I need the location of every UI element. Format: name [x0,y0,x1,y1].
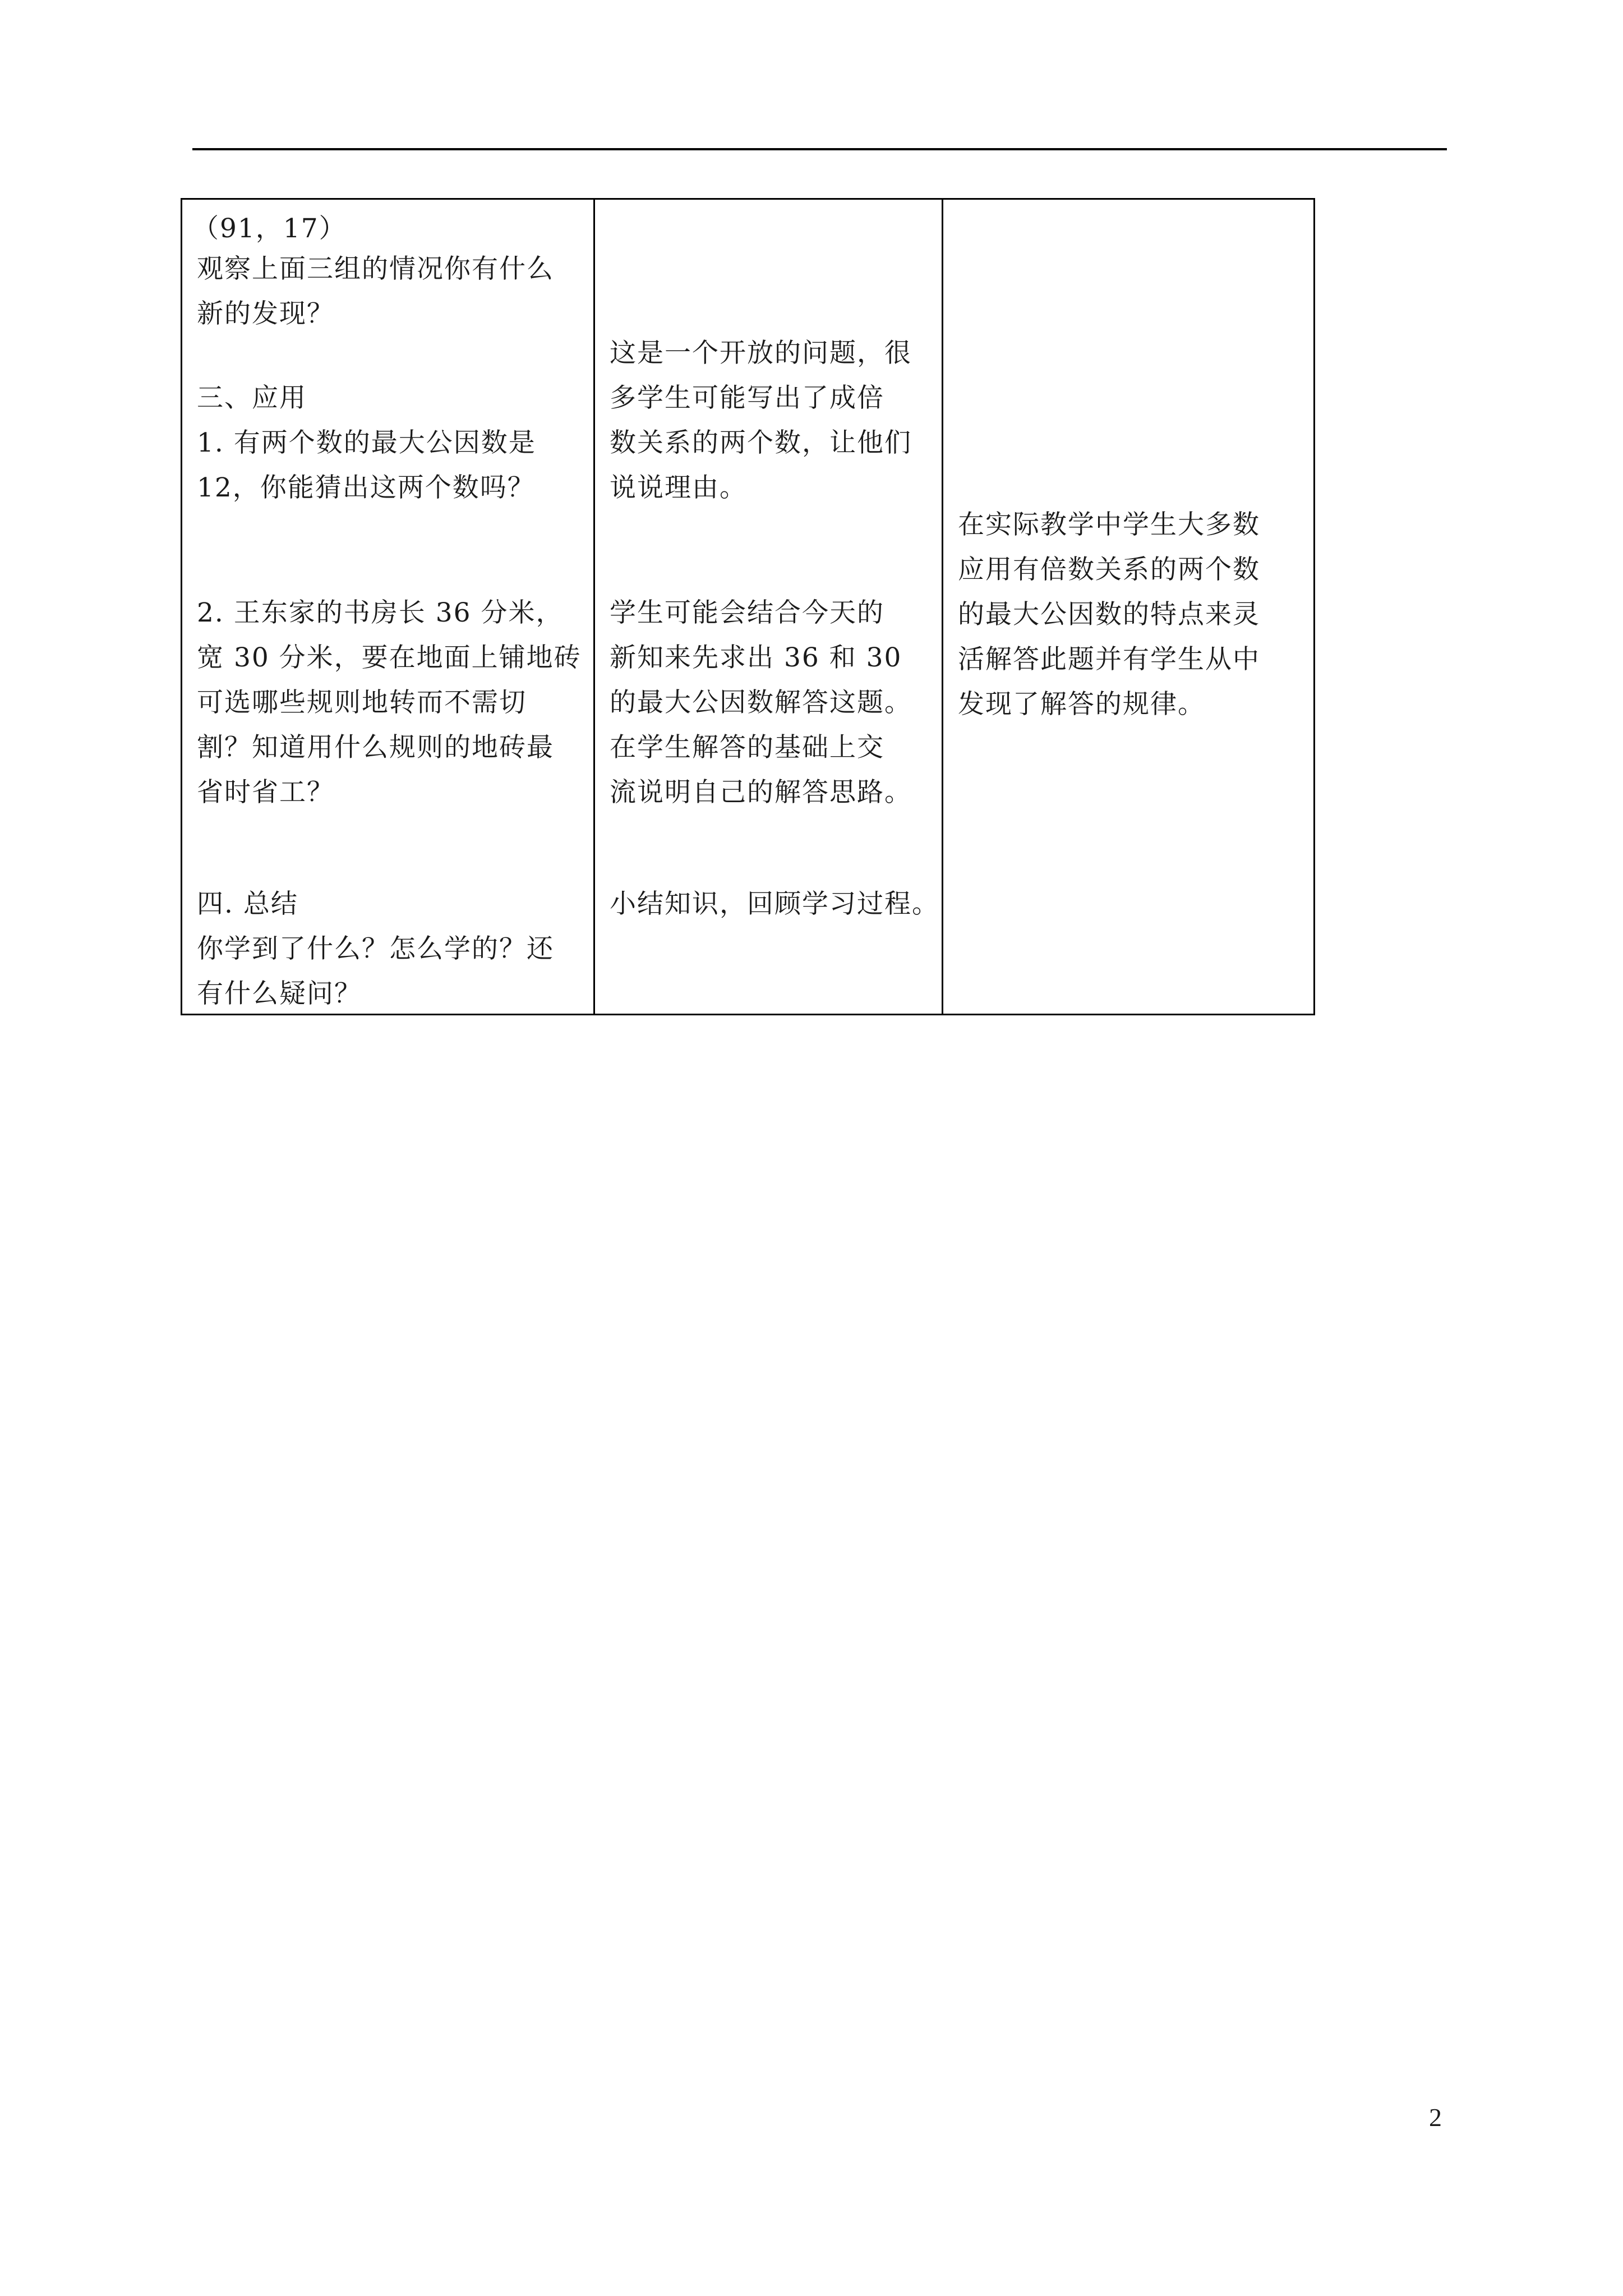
teaching-note-line: 的最大公因数的特点来灵 [958,599,1260,630]
question-2-line: 省时省工？ [197,777,334,808]
activity-column [594,199,943,1015]
teaching-note-line: 活解答此题并有学生从中 [958,644,1260,675]
number-pair: （91，17） [192,213,347,244]
header-rule [192,148,1447,150]
question-2-line: 可选哪些规则地转而不需切 [197,687,527,718]
question-2-line: 割？知道用什么规则的地砖最 [197,732,554,763]
teaching-note-line: 在实际教学中学生大多数 [958,509,1260,540]
open-question-note-line: 这是一个开放的问题，很 [610,338,912,369]
solving-note-line: 新知来先求出 36 和 30 [610,642,902,673]
summary-activity: 小结知识，回顾学习过程。 [610,889,939,919]
section-heading-summary: 四. 总结 [197,889,298,919]
summary-prompt-line: 你学到了什么？怎么学的？还 [197,933,554,964]
open-question-note-line: 多学生可能写出了成倍 [610,383,884,413]
observe-prompt-line: 新的发现？ [197,298,334,329]
observe-prompt-line: 观察上面三组的情况你有什么 [197,254,554,284]
question-1-line: 1. 有两个数的最大公因数是 [197,427,536,458]
content-column [182,199,594,1015]
teaching-note-line: 应用有倍数关系的两个数 [958,554,1260,585]
open-question-note-line: 说说理由。 [610,472,747,503]
solving-note-line: 在学生解答的基础上交 [610,732,884,763]
open-question-note-line: 数关系的两个数，让他们 [610,427,912,458]
question-2-line: 宽 30 分米，要在地面上铺地砖 [197,642,582,673]
question-2-line: 2. 王东家的书房长 36 分米， [197,597,564,628]
solving-note-line: 学生可能会结合今天的 [610,597,884,628]
question-1-line: 12，你能猜出这两个数吗？ [197,472,535,503]
page-number: 2 [1429,2103,1442,2132]
teaching-note-line: 发现了解答的规律。 [958,689,1205,720]
section-heading-application: 三、应用 [197,383,307,413]
reflection-column [943,199,1315,1015]
solving-note-line: 的最大公因数解答这题。 [610,687,912,718]
lesson-plan-table [181,198,1315,1015]
table-row [182,199,1315,1015]
summary-prompt-line: 有什么疑问？ [197,978,362,1009]
solving-note-line: 流说明自己的解答思路。 [610,777,912,808]
